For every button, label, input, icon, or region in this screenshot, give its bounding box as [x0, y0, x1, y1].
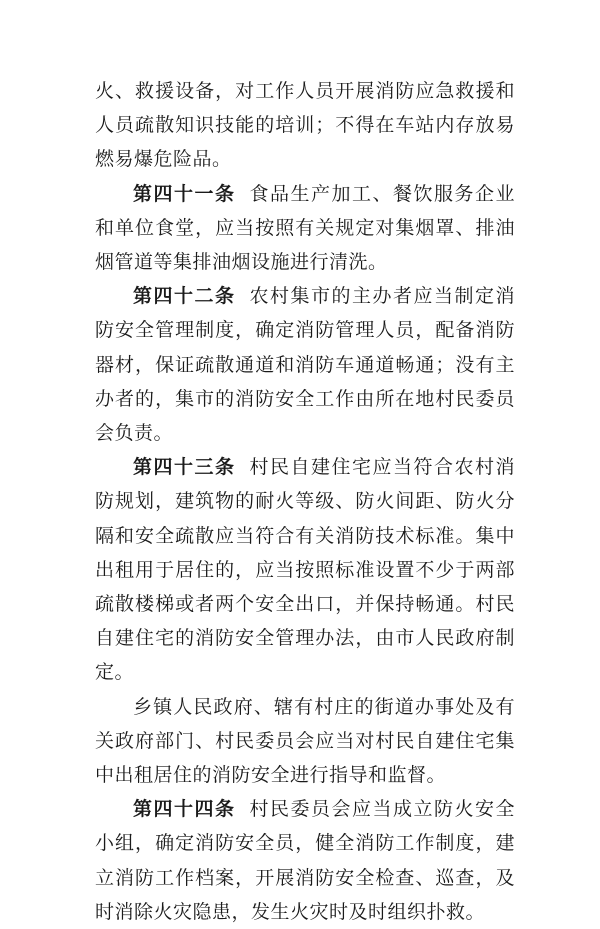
- article-41: [95, 177, 515, 280]
- article-43-clause-2: [95, 690, 515, 793]
- paragraph-text: 火、救援设备，对工作人员开展消防应急救援和人员疏散知识技能的培训；不得在车站内存放易燃易爆危险品。: [95, 80, 515, 171]
- article-number: 第四十二条: [133, 285, 236, 308]
- article-44: [95, 792, 515, 929]
- article-43: [95, 450, 515, 689]
- paragraph-continuation: [95, 74, 515, 177]
- paragraph-text: 农村集市的主办者应当制定消防安全管理制度，确定消防管理人员，配备消防器材，保证疏散通道和消防车通道畅通；没有主办者的，集市的消防安全工作由所在地村民委员会负责。: [95, 285, 515, 445]
- paragraph-text: 食品生产加工、餐饮服务企业和单位食堂，应当按照有关规定对集烟罩、排油烟管道等集排油烟设施进行清洗。: [95, 182, 515, 274]
- paragraph-text: 村民委员会应当成立防火安全小组，确定消防安全员，健全消防工作制度，建立消防工作档案，开展消防安全检查、巡查，及时消除火灾隐患，发生火灾时及时组织扑救。: [95, 798, 515, 923]
- paragraph-text: 乡镇人民政府、辖有村庄的街道办事处及有关政府部门、村民委员会应当对村民自建住宅集中出租居住的消防安全进行指导和监督。: [95, 695, 515, 787]
- article-number: 第四十四条: [133, 798, 236, 821]
- paragraph-text: 村民自建住宅应当符合农村消防规划，建筑物的耐火等级、防火间距、防火分隔和安全疏散应当符合有关消防技术标准。集中出租用于居住的，应当按照标准设置不少于两部疏散楼梯或者两个安全出口，并保持畅通。村民自建住宅的消防安全管理办法，由市人民政府制定。: [95, 456, 515, 684]
- article-42: [95, 279, 515, 450]
- document-body: [95, 74, 515, 929]
- article-number: 第四十一条: [133, 182, 236, 205]
- article-number: 第四十三条: [133, 456, 236, 479]
